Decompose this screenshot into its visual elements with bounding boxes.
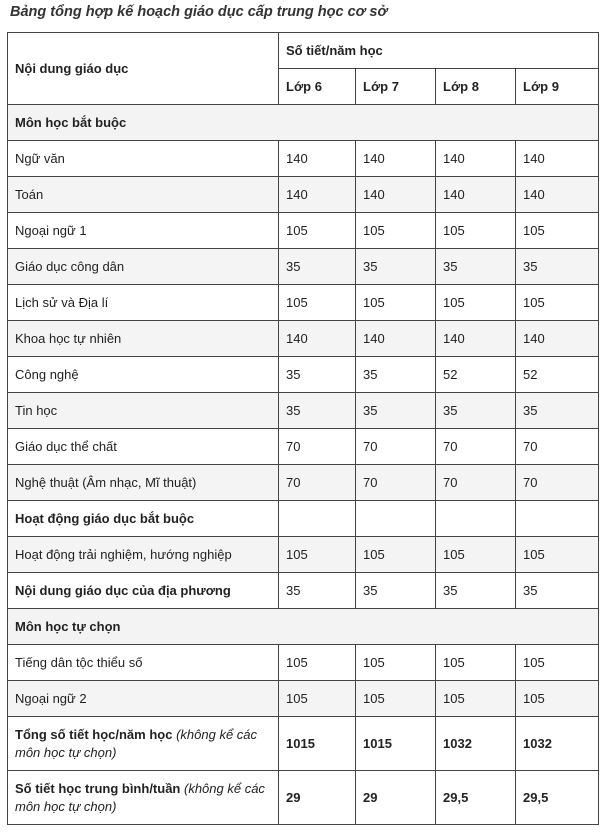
cell-value: 52 <box>436 357 516 393</box>
cell-value: 35 <box>356 249 436 285</box>
cell-value: 1015 <box>356 717 436 771</box>
cell-value: 35 <box>436 249 516 285</box>
grade-header: Lớp 6 <box>279 69 356 105</box>
cell-value: 105 <box>356 285 436 321</box>
table-row <box>8 213 599 249</box>
row-label: Ngoại ngữ 2 <box>8 681 279 717</box>
cell-value: 140 <box>516 321 599 357</box>
cell-value: 105 <box>516 285 599 321</box>
row-label <box>8 771 279 825</box>
cell-value: 105 <box>436 681 516 717</box>
cell-value: 105 <box>436 213 516 249</box>
cell-value: 105 <box>516 537 599 573</box>
cell-value: 70 <box>279 465 356 501</box>
cell-value: 105 <box>356 681 436 717</box>
row-label: Hoạt động trải nghiệm, hướng nghiệp <box>8 537 279 573</box>
cell-value: 140 <box>356 177 436 213</box>
section-row <box>8 501 599 537</box>
cell-value: 29 <box>356 771 436 825</box>
table-row <box>8 573 599 609</box>
row-label: Nội dung giáo dục của địa phương <box>8 573 279 609</box>
cell-value: 35 <box>356 357 436 393</box>
row-label: Ngoại ngữ 1 <box>8 213 279 249</box>
cell-value: 35 <box>279 357 356 393</box>
total-note: (không kể các môn học tự chọn) <box>15 726 258 760</box>
cell-value: 70 <box>436 465 516 501</box>
header-content: Nội dung giáo dục <box>8 33 279 105</box>
grade-header: Lớp 8 <box>436 69 516 105</box>
table-caption: Bảng tổng hợp kế hoạch giáo dục cấp trung học cơ sở <box>10 4 388 20</box>
cell-value: 105 <box>279 537 356 573</box>
table-row <box>8 429 599 465</box>
row-label: Ngữ văn <box>8 141 279 177</box>
section-elective-subjects: Môn học tự chọn <box>8 609 599 645</box>
cell-value: 140 <box>516 177 599 213</box>
total-row <box>8 717 599 771</box>
cell-value: 35 <box>279 573 356 609</box>
row-label: Giáo dục thể chất <box>8 429 279 465</box>
cell-value: 52 <box>516 357 599 393</box>
cell-value: 70 <box>279 429 356 465</box>
cell-value: 70 <box>356 465 436 501</box>
cell-value: 105 <box>516 681 599 717</box>
cell-value: 35 <box>516 393 599 429</box>
table-row <box>8 645 599 681</box>
table-row <box>8 681 599 717</box>
cell-value: 140 <box>356 141 436 177</box>
cell-value: 35 <box>356 573 436 609</box>
cell-value: 35 <box>356 393 436 429</box>
cell-value: 35 <box>516 573 599 609</box>
section-row <box>8 609 599 645</box>
table-row <box>8 249 599 285</box>
section-mandatory-activities: Hoạt động giáo dục bắt buộc <box>8 501 279 537</box>
cell-value: 105 <box>279 681 356 717</box>
row-label: Khoa học tự nhiên <box>8 321 279 357</box>
average-row <box>8 771 599 825</box>
table-row <box>8 141 599 177</box>
cell-value: 140 <box>279 141 356 177</box>
row-label: Toán <box>8 177 279 213</box>
grade-header: Lớp 9 <box>516 69 599 105</box>
cell-value: 35 <box>436 573 516 609</box>
cell-value: 105 <box>279 213 356 249</box>
cell-value: 35 <box>279 249 356 285</box>
header-row <box>8 33 599 69</box>
cell-value: 35 <box>279 393 356 429</box>
row-label: Nghệ thuật (Âm nhạc, Mĩ thuật) <box>8 465 279 501</box>
table-row <box>8 357 599 393</box>
cell-value: 1015 <box>279 717 356 771</box>
cell-value: 29 <box>279 771 356 825</box>
cell-value: 35 <box>436 393 516 429</box>
cell-value: 70 <box>436 429 516 465</box>
table-row <box>8 465 599 501</box>
row-label: Lịch sử và Địa lí <box>8 285 279 321</box>
cell-value: 105 <box>279 285 356 321</box>
cell-value: 105 <box>516 645 599 681</box>
row-label: Công nghệ <box>8 357 279 393</box>
row-label: Giáo dục công dân <box>8 249 279 285</box>
section-mandatory-subjects: Môn học bắt buộc <box>8 105 599 141</box>
cell-value: 29,5 <box>436 771 516 825</box>
cell-value: 70 <box>516 465 599 501</box>
cell-value: 1032 <box>436 717 516 771</box>
cell-value: 1032 <box>516 717 599 771</box>
cell-value: 140 <box>356 321 436 357</box>
section-row <box>8 105 599 141</box>
cell-value: 35 <box>516 249 599 285</box>
table-row <box>8 321 599 357</box>
cell-value: 140 <box>436 321 516 357</box>
curriculum-table <box>7 32 599 825</box>
table-row <box>8 393 599 429</box>
cell-value: 70 <box>516 429 599 465</box>
cell-value: 29,5 <box>516 771 599 825</box>
average-note: (không kể các môn học tự chọn) <box>15 780 265 814</box>
cell-value: 140 <box>279 321 356 357</box>
cell-value: 140 <box>516 141 599 177</box>
grade-header: Lớp 7 <box>356 69 436 105</box>
cell-value: 105 <box>356 537 436 573</box>
cell-value: 105 <box>436 537 516 573</box>
cell-value: 105 <box>436 645 516 681</box>
cell-value: 140 <box>279 177 356 213</box>
total-label: Tổng số tiết học/năm học <box>15 726 173 742</box>
cell-value: 105 <box>279 645 356 681</box>
cell-value: 70 <box>356 429 436 465</box>
cell-value: 105 <box>436 285 516 321</box>
average-label: Số tiết học trung bình/tuần <box>15 780 181 796</box>
row-label: Tiếng dân tộc thiểu số <box>8 645 279 681</box>
cell-value: 105 <box>356 645 436 681</box>
row-label <box>8 717 279 771</box>
header-periods: Số tiết/năm học <box>279 33 599 69</box>
cell-value: 105 <box>356 213 436 249</box>
table-row <box>8 177 599 213</box>
row-label: Tin học <box>8 393 279 429</box>
cell-value: 140 <box>436 141 516 177</box>
table-row <box>8 285 599 321</box>
cell-value: 105 <box>516 213 599 249</box>
cell-value: 140 <box>436 177 516 213</box>
table-row <box>8 537 599 573</box>
